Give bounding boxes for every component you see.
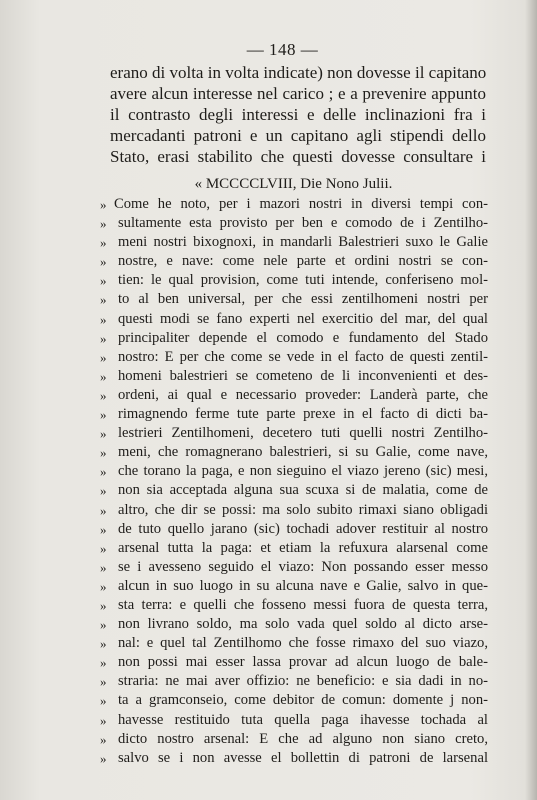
document-line-text: non livrano soldo, ma solo vada quel soldo al dicto arse- — [118, 616, 488, 633]
quote-mark: » — [100, 483, 107, 499]
document-line-text: havesse restituido tuta quella paga ihavesse tochada al — [118, 711, 488, 728]
document-line — [100, 730, 488, 749]
document-line — [100, 501, 488, 520]
document-line — [100, 577, 488, 596]
document-line-text: non sia acceptada alguna sua scuxa si de malatia, come de — [118, 482, 488, 499]
document-line — [100, 615, 488, 634]
document-line-text: to al ben universal, per che essi zentilhomeni nostri per — [118, 291, 488, 308]
document-line — [100, 443, 488, 462]
page-edge-shadow — [525, 0, 537, 800]
document-line-text: nostro: E per che come se vede in el facto de questi zentil- — [118, 348, 488, 365]
document-line-text: tien: le qual provision, come tuti intende, conferiseno mol- — [118, 272, 488, 289]
document-line — [100, 195, 488, 214]
quote-mark: » — [100, 426, 107, 442]
document-line-text: homeni balestrieri se cometeno de li inconvenienti et des- — [118, 367, 488, 384]
document-line — [100, 386, 488, 405]
quote-mark: » — [100, 750, 107, 766]
document-line — [100, 749, 488, 768]
document-line-text: ordeni, ai qual e necessario proveder: Landerà parte, che — [118, 386, 488, 403]
quote-mark: » — [100, 330, 107, 346]
document-line — [100, 691, 488, 710]
document-line-text: nostre, e nave: come nele parte et ordini nostri se con- — [118, 253, 488, 270]
document-line-text: ta a gramconseio, come debitor de comun: domente j non- — [118, 692, 488, 709]
intro-line: avere alcun interesse nel carico ; e a prevenire appunto — [110, 84, 486, 103]
document-line — [100, 558, 488, 577]
quote-mark: » — [100, 197, 107, 212]
document-line — [100, 481, 488, 500]
document-line — [100, 290, 488, 309]
document-line — [100, 405, 488, 424]
document-line-text: non possi mai esser lassa provar ad alcun luogo de bale- — [118, 654, 488, 671]
document-heading: « MCCCCLVIII, Die Nono Julii. — [194, 176, 393, 192]
quote-mark: » — [100, 445, 107, 461]
quote-mark: » — [100, 655, 107, 671]
document-line-text: rimagnendo ferme tute parte prexe in el facto di dicti ba- — [118, 406, 488, 423]
document-line-text: principaliter depende el comodo e fundamento del Stado — [118, 329, 488, 346]
quote-mark: » — [100, 502, 107, 518]
intro-line: erano di volta in volta indicate) non dovesse il capitano — [110, 63, 487, 82]
quote-mark: » — [100, 349, 107, 365]
document-line-text: nal: e quel tal Zentilhomo che fosse rimaxo del suo viazo, — [118, 635, 488, 652]
document-line-text: arsenal tutta la paga: et etiam la refuxura alarsenal come — [118, 539, 488, 556]
quote-mark: » — [100, 254, 107, 270]
quote-mark: » — [100, 636, 107, 652]
document-line — [100, 596, 488, 615]
quote-mark: » — [100, 731, 107, 747]
intro-line: mercadanti patroni e un capitano agli stipendi dello — [110, 126, 486, 145]
document-line — [100, 329, 488, 348]
document-line — [100, 672, 488, 691]
quote-mark: » — [100, 216, 107, 232]
quote-mark: » — [100, 540, 107, 556]
document-line-text: alcun in suo luogo in su alcuna nave e Galie, salvo in que- — [118, 577, 488, 594]
document-line — [100, 711, 488, 730]
quote-mark: » — [100, 387, 107, 403]
document-line-text: lestrieri Zentilhomeni, decetero tuti quelli nostri Zentilho- — [118, 425, 488, 442]
page-number: — 148 — — [246, 40, 319, 59]
document-line-text: questi modi se fano experti nel exercitio del mar, del qual — [118, 310, 488, 327]
quote-mark: » — [100, 311, 107, 327]
document-line-text: altro, che dir se possi: ma solo subito rimaxi siano obligadi — [118, 501, 488, 518]
document-line-text: meni, che romagnerano balestrieri, si su Galie, come nave, — [118, 444, 488, 461]
document-line-text: salvo se i non avesse el bollettin di patroni de larsenal — [118, 749, 488, 766]
quote-mark: » — [100, 407, 107, 423]
document-line — [100, 348, 488, 367]
document-line — [100, 539, 488, 558]
intro-line: Stato, erasi stabilito che questi dovesse consultare i — [110, 147, 486, 166]
quote-mark: » — [100, 674, 107, 690]
quote-mark: » — [100, 559, 107, 575]
quote-mark: » — [100, 712, 107, 728]
document-line-text: de tuto quello jarano (sic) tochadi adover restituir al nostro — [118, 520, 488, 537]
document-line-text: sultamente esta provisto per ben e comodo de i Zentilho- — [118, 215, 488, 232]
document-line-text: straria: ne mai aver offizio: ne beneficio: e sia dadi in no- — [118, 673, 488, 690]
document-line — [100, 634, 488, 653]
quote-mark: » — [100, 235, 107, 251]
document-line-text: se i avesseno seguido el viazo: Non possando esser messo — [118, 558, 488, 575]
document-line-text: che torano la paga, e non sieguino el viazo jereno (sic) mesi, — [118, 463, 488, 480]
document-line — [100, 424, 488, 443]
document-line-text: sta terra: e quelli che fosseno messi fuora de questa terra, — [118, 596, 488, 613]
document-line-text: dicto nostro arsenal: E che ad alguno non siano creto, — [118, 730, 488, 747]
intro-line: il contrasto degli interessi e delle inclinazioni fra i — [110, 105, 486, 124]
document-line — [100, 367, 488, 386]
quoted-document — [100, 195, 488, 768]
document-line — [100, 653, 488, 672]
quote-mark: » — [100, 521, 107, 537]
quote-mark: » — [100, 292, 107, 308]
document-line — [100, 271, 488, 290]
document-line — [100, 520, 488, 539]
document-line — [100, 233, 488, 252]
quote-mark: » — [100, 464, 107, 480]
quote-mark: » — [100, 578, 107, 594]
quote-mark: » — [100, 273, 107, 289]
document-line — [100, 462, 488, 481]
document-line-text: meni nostri bixognoxi, in mandarli Balestrieri suxo le Galie — [118, 234, 488, 251]
document-line — [100, 310, 488, 329]
document-line — [100, 214, 488, 233]
quote-mark: » — [100, 617, 107, 633]
quote-mark: » — [100, 597, 107, 613]
quote-mark: » — [100, 693, 107, 709]
intro-paragraph — [110, 62, 486, 167]
document-line-text: Come he noto, per i mazori nostri in diversi tempi con- — [114, 196, 488, 212]
document-line — [100, 252, 488, 271]
quote-mark: » — [100, 368, 107, 384]
